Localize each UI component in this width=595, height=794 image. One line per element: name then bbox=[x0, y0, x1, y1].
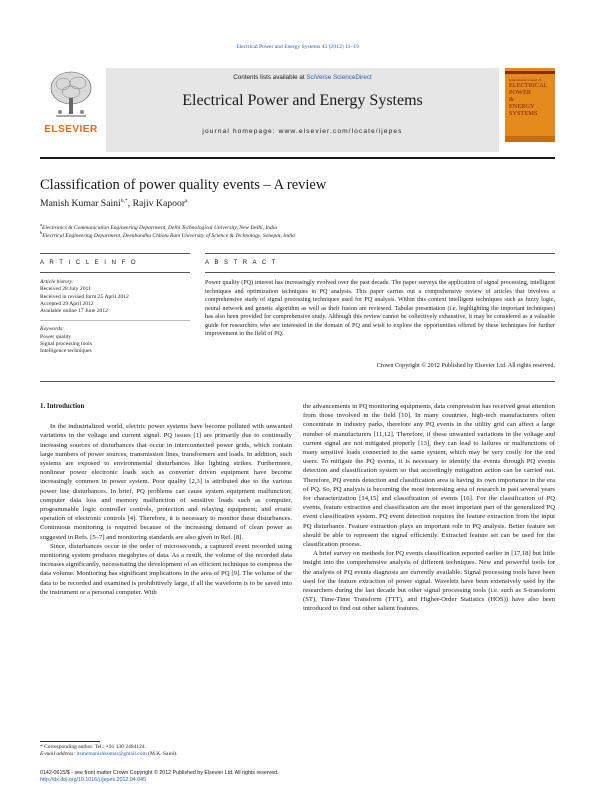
author-name[interactable]: Rajiv Kapoor bbox=[132, 198, 186, 210]
abstract-top-rule bbox=[205, 253, 555, 254]
article-title: Classification of power quality events – A review bbox=[40, 177, 327, 193]
affil-text: Electronics & Communication Engineering Department, Delhi Technological University, New Delhi, India bbox=[42, 224, 278, 231]
journal-cover-thumbnail bbox=[505, 68, 555, 142]
cover-band bbox=[505, 71, 555, 74]
body-paragraph: A brief survey on methods for PQ events classification reported earlier in [17,18] but little insight into the comprehensive analysis of different techniques. New and powerful tools for the analysis of PQ events diagnosis are currently available. Signal processing tools have been used for the feature extraction of power signal. Wavelets have been extensively used by the researchers during the last decade but other signal processing tools (i.e. such as S-transform (ST), Time-Time Transform (TTT), and Higher-Order Statistics (HOS)) have also been introduced to find out other salient features. bbox=[303, 550, 555, 613]
keyword[interactable]: Intelligence techniques bbox=[40, 348, 92, 355]
keyword[interactable]: Power quality bbox=[40, 333, 72, 340]
body-column-left bbox=[40, 402, 292, 597]
history-item: Available online 17 June 2012 bbox=[40, 308, 108, 315]
abstract-copyright: Crown Copyright © 2012 Published by Elsevier Ltd. All rights reserved. bbox=[376, 363, 555, 369]
footnote-rule bbox=[40, 741, 100, 742]
doi-link[interactable]: http://dx.doi.org/10.1016/j.ijepes.2012.04.045 bbox=[40, 777, 147, 783]
info-top-rule bbox=[40, 253, 190, 254]
info-separator bbox=[40, 315, 190, 321]
contents-label: Contents lists available at bbox=[233, 74, 307, 81]
abstract-text: Power quality (PQ) interest has increasingly evolved over the past decade. The paper surveys the application of signal processing, intelligent techniques and optimization techniques in PQ analysis. This paper carries out a comprehensive review of articles that involves a comprehensive study of signal processing techniques used for PQ analysis. Within this context intelligent techniques such as fuzzy logic, neural network and genetic algorithm as well as their fusion are reviewed. Tabular presentation (i.e. highlighting the important techniques) has also been provided for comprehensive study. Although this review cannot be collectively exhaustive, it may be considered as a valuable guide for researchers who are interested in the domain of PQ and wish to explore the opportunities offered by these techniques for further improvement in the field of PQ. bbox=[205, 280, 555, 337]
sciencedirect-link[interactable]: SciVerse ScienceDirect bbox=[306, 74, 372, 81]
affil-text: Electrical Engineering Department, Deenbandhu Chhotu Ram University of Science & Technology, Sonepat, India bbox=[42, 232, 295, 239]
abstract-heading: A B S T R A C T bbox=[205, 260, 278, 266]
body-column-right bbox=[303, 402, 555, 614]
affil-mark: b bbox=[40, 230, 43, 235]
history-item: Received in revised form 25 April 2012 bbox=[40, 293, 129, 300]
doi-line bbox=[40, 777, 555, 784]
affiliation bbox=[40, 230, 295, 239]
keywords-label: Keywords: bbox=[40, 326, 65, 333]
abstract-bottom-rule bbox=[40, 381, 555, 382]
cover-title-line: & bbox=[509, 96, 514, 103]
cover-title-line: International Journal of bbox=[509, 78, 541, 82]
corresponding-author-note: * Corresponding author. Tel.: +91 130 2484124. bbox=[40, 744, 147, 750]
cover-title-line: POWER bbox=[509, 89, 532, 96]
email-suffix: (M.K. Saini). bbox=[146, 751, 178, 757]
article-info-heading: A R T I C L E I N F O bbox=[40, 260, 138, 266]
email-label: E-mail address: bbox=[40, 751, 77, 757]
journal-homepage[interactable]: journal homepage: www.elsevier.com/locate/ijepes bbox=[202, 128, 403, 135]
cover-title-line: ENERGY bbox=[509, 103, 535, 110]
body-paragraph: In the industrialized world, electric power systems have become polluted with unwanted variations in the voltage and current signal. PQ issues [1] are primarily due to continually increasing sources of disturbances that occur in interconnected power grids, which contain large numbers of power sources, transmission lines, transformers and loads. In addition, such systems are exposed to environmental disturbances like lighting strikes. Furthermore, nonlinear power electronic loads such as converter driven equipment have become increasingly common in power system. Poor quality [2,3] is attributed due to the various power line disturbances. In brief, PQ problems can cause system equipment malfunction; computer data loss and memory malfunction of sensitive loads such as computer, programmable logic controller controls, protection and relaying equipment; and erratic operation of electronic controls [4]. Therefore, it is necessary to monitor these disturbances. Continuous monitoring is required because of the increasing demand of clean power as suggested in Refs. [5–7] and monitoring standards are also given in Ref. [8]. bbox=[40, 423, 292, 541]
cover-footer-band bbox=[505, 136, 555, 142]
history-item: Received 28 July 2011 bbox=[40, 286, 91, 293]
author-email-link[interactable]: itsmemanishkumar@gmail.com bbox=[76, 751, 147, 757]
journal-header bbox=[40, 68, 555, 152]
history-item: Accepted 29 April 2012 bbox=[40, 300, 94, 307]
email-note bbox=[40, 751, 292, 758]
author-list bbox=[40, 198, 188, 209]
affil-mark: a bbox=[40, 222, 43, 227]
history-label: Article history: bbox=[40, 279, 75, 285]
keyword[interactable]: Signal processing tools bbox=[40, 341, 92, 348]
abstract-head-rule bbox=[205, 272, 555, 273]
author-affil-mark[interactable]: a bbox=[185, 198, 188, 204]
issn-line: 0142-0615/$ - see front matter Crown Copyright © 2012 Published by Elsevier Ltd. All rights reserved. bbox=[40, 770, 279, 776]
journal-masthead bbox=[106, 68, 499, 152]
elsevier-logo bbox=[40, 68, 102, 140]
author-affil-mark[interactable]: b,* bbox=[120, 198, 128, 204]
author-name[interactable]: Manish Kumar Saini bbox=[40, 198, 121, 210]
contents-line bbox=[106, 74, 499, 81]
header-divider bbox=[40, 157, 555, 159]
body-paragraph: Since, disturbances occur in the order of microseconds, a captured event recorded using monitoring system produces megabytes of data. As a result, the volume of the recorded data increases significantly, necessitating the development of an efficient technique to compress the data volume. Monitoring has significant implications in the area of PQ [9]. The volume of the data to be recorded and examined is prohibitively large, if all the waveform is to be saved into the instrument or a personal computer. With bbox=[40, 542, 292, 596]
journal-citation[interactable]: Electrical Power and Energy Systems 43 (2012) 11–19 bbox=[236, 44, 359, 50]
cover-title-line: SYSTEMS bbox=[509, 110, 538, 117]
journal-title: Electrical Power and Energy Systems bbox=[182, 92, 423, 109]
cover-title-line: ELECTRICAL bbox=[509, 82, 548, 89]
elsevier-tree-icon bbox=[48, 70, 94, 120]
cover-title bbox=[509, 78, 553, 117]
author-separator: , bbox=[127, 198, 133, 210]
section-heading: 1. Introduction bbox=[40, 403, 85, 410]
body-paragraph: the advancements in PQ monitoring equipments, data compression has received great attention from those involved in the field [10]. In many countries, high-tech manufacturers often concentrate in industry parks, therefore any PQ events in the utility grid can affect a large number of manufacturers [11,12]. Therefore, if these unwanted variations in the voltage and current signal are not mitigated properly [13], they can lead to failures or malfunctions of many sensitive loads connected to the same system, which may be very costly for the end users. To mitigate the PQ events, it is necessary to identify the events through PQ events detection and classification system so that accordingly mitigation action can be carried out. Therefore, PQ events detection and classification area is having its own importance in the era of PQ. So, PQ analysis is becoming the most interesting area of research in past several years for characterization [14,15] and classification of events [16]. For the classification of PQ events, feature extraction and classification are the most important part of the generalized PQ event classification system. PQ event detection requires the feature extraction from the input PQ disturbance. Feature extraction plays an important role in PQ analysis. Better feature set should be able to represent the signal efficiently. Extracted feature set can be used for the classification process. bbox=[303, 403, 555, 549]
info-head-rule bbox=[40, 272, 190, 273]
article-info bbox=[40, 279, 190, 356]
elsevier-wordmark: ELSEVIER bbox=[44, 124, 98, 135]
